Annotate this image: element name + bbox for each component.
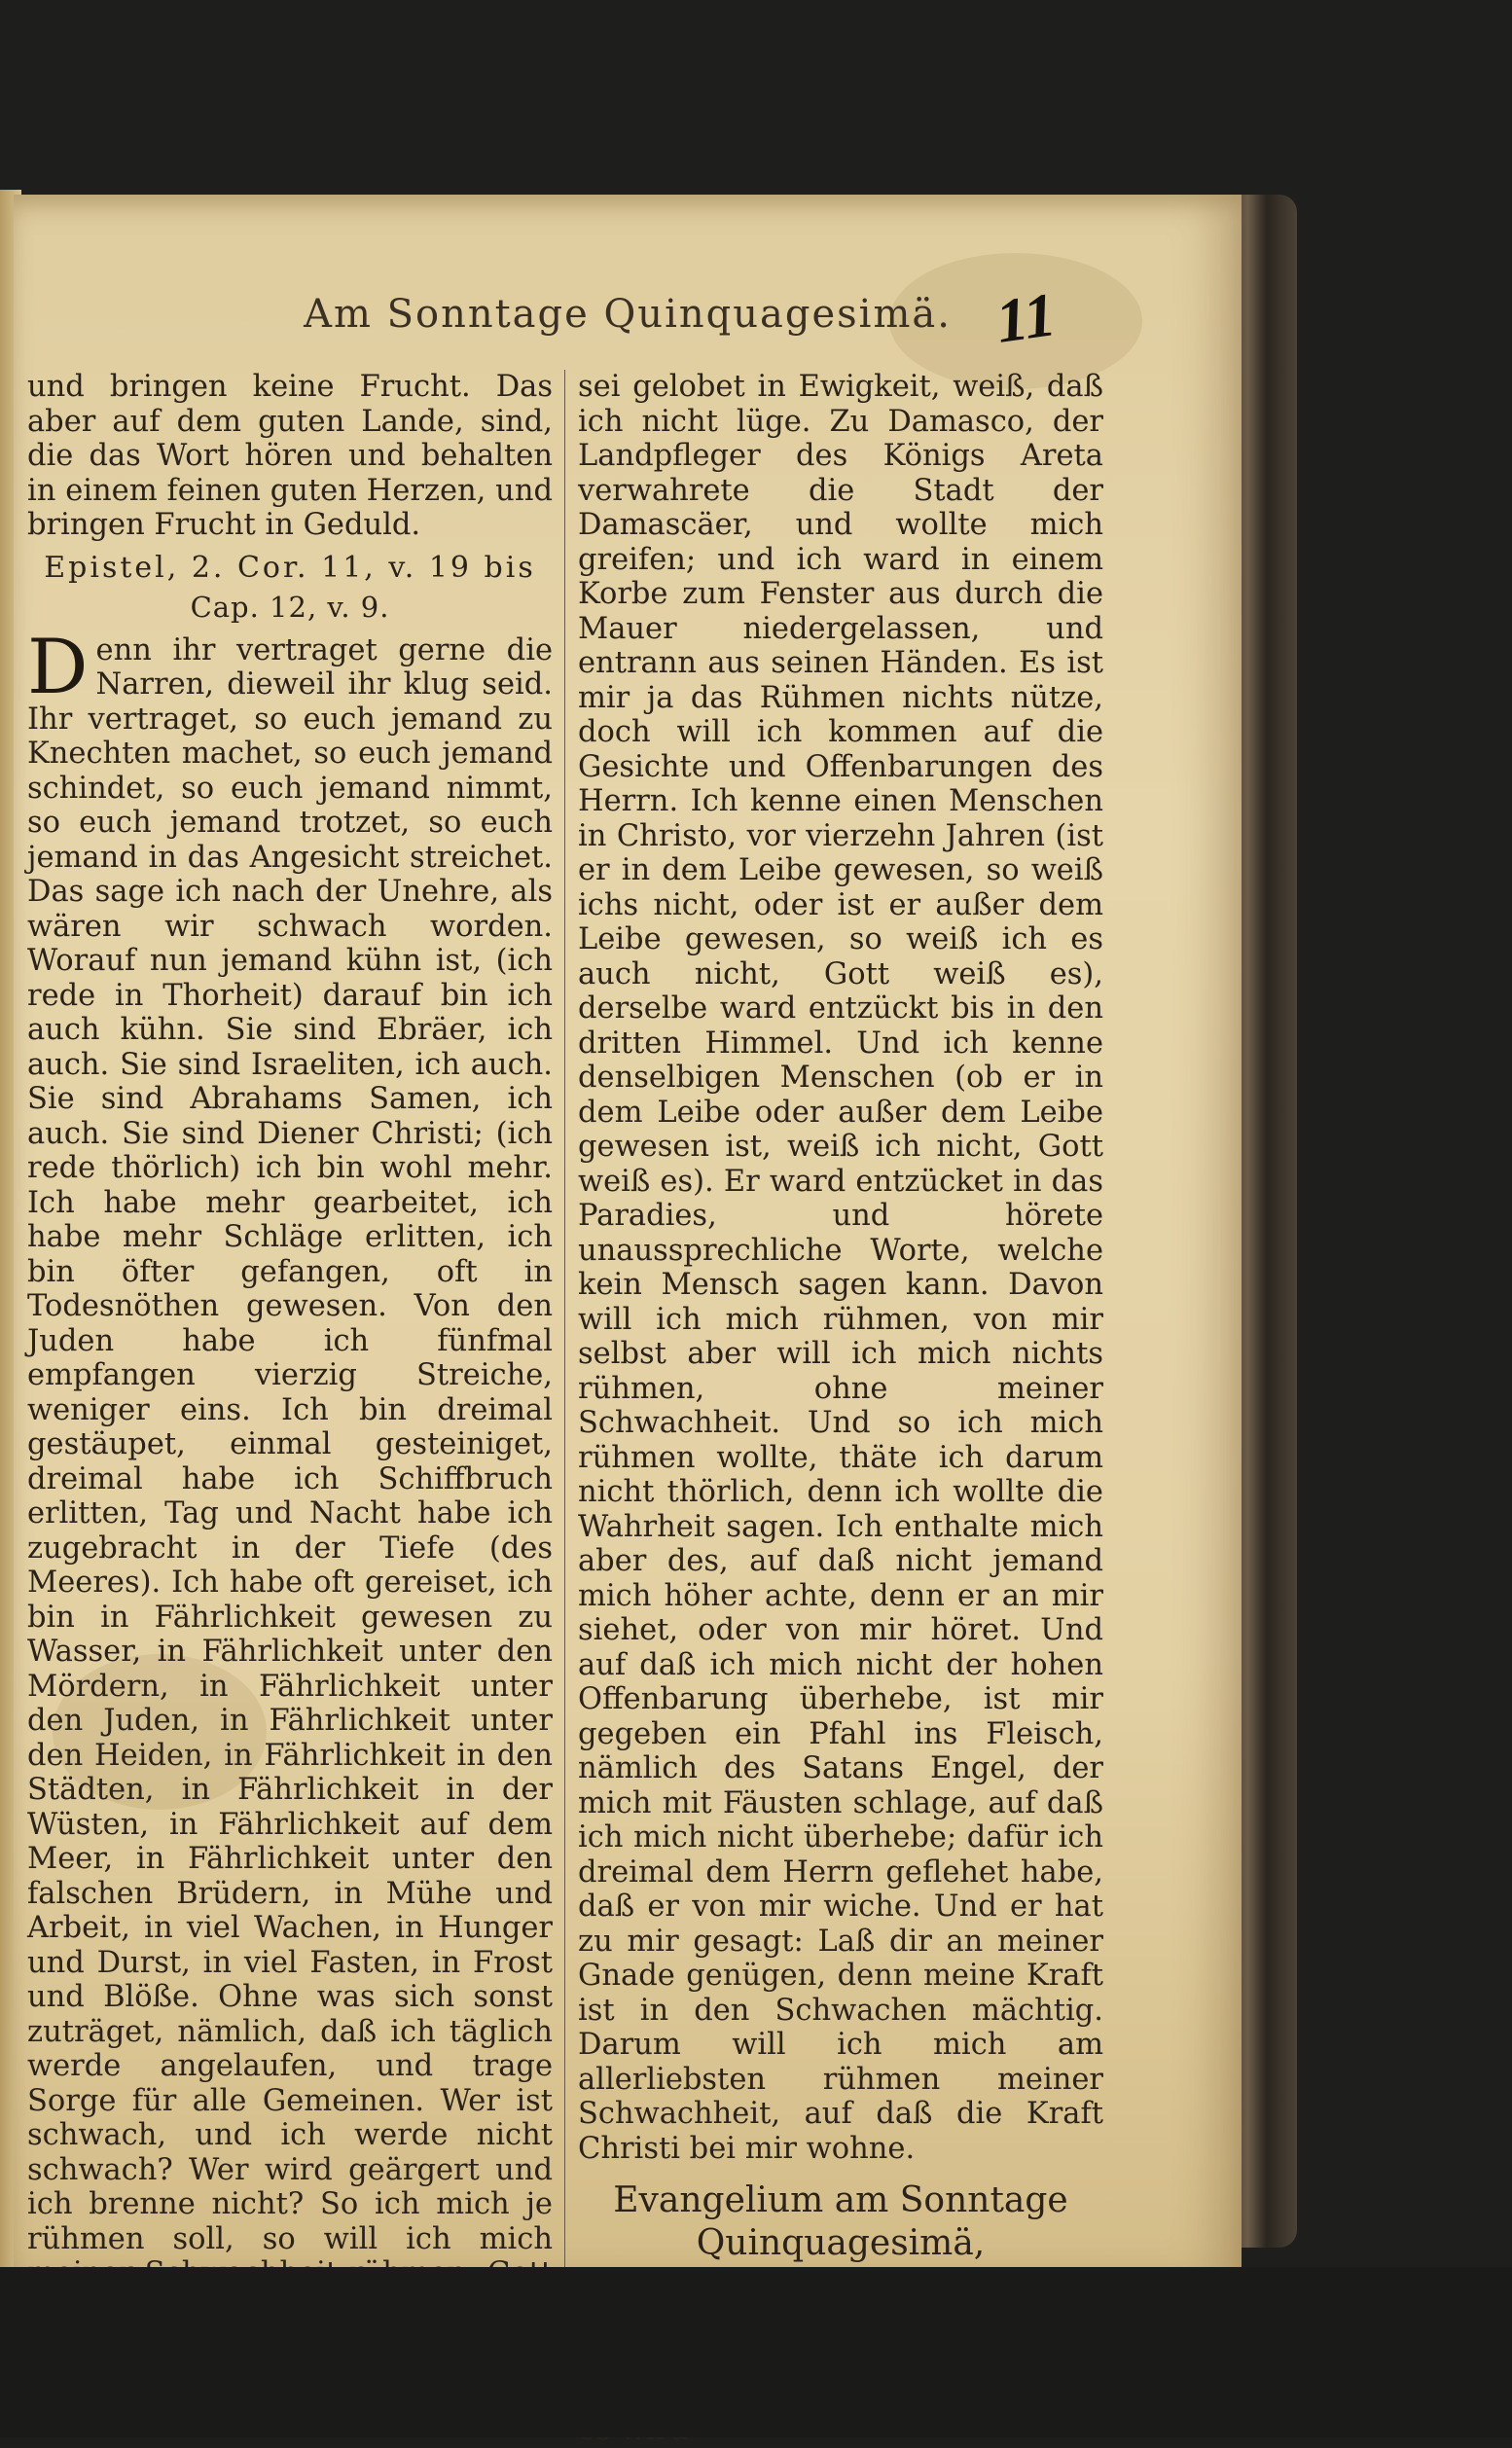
right-column	[578, 370, 1103, 2448]
opening-paragraph: und bringen keine Frucht. Das aber auf dem guten Lande, sind, die das Wort hören und behalten in einem feinen guten Herzen, und bringen Frucht in Geduld.	[27, 370, 553, 542]
epistle-reference: Cap. 12, v. 9.	[190, 591, 390, 624]
epistle-heading: Epistel, 2. Cor. 11, v. 19 bis	[44, 550, 536, 585]
epistle-dropcap: D	[27, 623, 89, 711]
gospel-heading	[578, 2179, 1103, 2265]
gospel-heading-line2: Quinquagesimä,	[696, 2223, 986, 2263]
gospel-heading-line1: Evangelium am Sonntage	[613, 2180, 1068, 2220]
column-divider	[564, 370, 565, 2277]
background-bottom	[0, 2267, 1512, 2437]
epistle-paragraph	[27, 623, 553, 2360]
epistle-continued-paragraph: sei gelobet in Ewigkeit, weiß, daß ich nicht lüge. Zu Damasco, der Landpfleger des Königs Areta verwahrete die Stadt der Damascäer, und wollte mich greifen; und ich ward in einem Korbe zum Fenster aus durch die Mauer niedergelassen, und entrann aus seinen Händen. Es ist mir ja das Rühmen nichts nütze, doch will ich kommen auf die Gesichte und Offenbarungen des Herrn. Ich kenne einen Menschen in Christo, vor vierzehn Jahren (ist er in dem Leibe gewesen, so weiß ichs nicht, oder ist er außer dem Leibe gewesen, so weiß ich es auch nicht, Gott weiß es), derselbe ward entzückt bis in den dritten Himmel. Und ich kenne denselbigen Menschen (ob er in dem Leibe oder außer dem Leibe gewesen ist, weiß ich nicht, Gott weiß es). Er ward entzücket in das Paradies, und hörete unaussprechliche Worte, welche kein Mensch sagen kann. Davon will ich mich rühmen, von mir selbst aber will ich mich nichts rühmen, ohne meiner Schwachheit. Und so ich mich rühmen wollte, thäte ich darum nicht thörlich, denn ich wollte die Wahrheit sagen. Ich enthalte mich aber des, auf daß nicht jemand mich höher achte, denn er an mir siehet, oder von mir höret. Und auf daß ich mich nicht der hohen Offenbarung überhebe, ist mir gegeben ein Pfahl ins Fleisch, nämlich des Satans Engel, der mich mit Fäusten schlage, auf daß ich mich nicht überhebe; dafür ich dreimal dem Herrn geflehet habe, daß er von mir wiche. Und er hat zu mir gesagt: Laß dir an meiner Gnade genügen, denn meine Kraft ist in den Schwachen mächtig. Darum will ich mich am allerliebsten rühmen meiner Schwachheit, auf daß die Kraft Christi bei mir wohne.	[578, 370, 1103, 2166]
page-number: 11	[991, 279, 1061, 356]
book-page	[14, 195, 1242, 2282]
page-title: Am Sonntage Quinquagesimä.	[304, 292, 952, 337]
page-header	[14, 279, 1242, 360]
epistle-text: enn ihr vertraget gerne die Narren, dieweil ihr klug seid. Ihr vertraget, so euch jemand zu Knechten machet, so euch jemand schindet, so euch jemand nimmt, so euch jemand trotzet, so euch jemand in das Angesicht streichet. Das sage ich nach der Unehre, als wären wir schwach worden. Worauf nun jemand kühn ist, (ich rede in Thorheit) darauf bin ich auch kühn. Sie sind Ebräer, ich auch. Sie sind Israeliten, ich auch. Sie sind Abrahams Samen, ich auch. Sie sind Diener Christi; (ich rede thörlich) ich bin wohl mehr. Ich habe mehr gearbeitet, ich habe mehr Schläge erlitten, ich bin öfter gefangen, oft in Todesnöthen gewesen. Von den Juden habe ich fünfmal empfangen vierzig Streiche, weniger eins. Ich bin dreimal gestäupet, einmal gesteiniget, dreimal habe ich Schiffbruch erlitten, Tag und Nacht habe ich zugebracht in der Tiefe (des Meeres). Ich habe oft gereiset, ich bin in Fährlichkeit gewesen zu Wasser, in Fährlichkeit unter den Mördern, in Fährlichkeit unter den Juden, in Fährlichkeit unter den Heiden, in Fährlichkeit in den Städten, in Fährlichkeit in der Wüsten, in Fährlichkeit auf dem Meer, in Fährlichkeit unter den falschen Brüdern, in Mühe und Arbeit, in viel Wachen, in Hunger und Durst, in viel Fasten, in Frost und Blöße. Ohne was sich sonst zuträget, nämlich, daß ich täglich werde angelaufen, und trage Sorge für alle Gemeinen. Wer ist schwach, und ich werde nicht schwach? Wer wird geärgert und ich brenne nicht? So ich mich je rühmen soll, so will ich mich	[27, 632, 553, 2256]
left-column	[27, 370, 553, 2360]
